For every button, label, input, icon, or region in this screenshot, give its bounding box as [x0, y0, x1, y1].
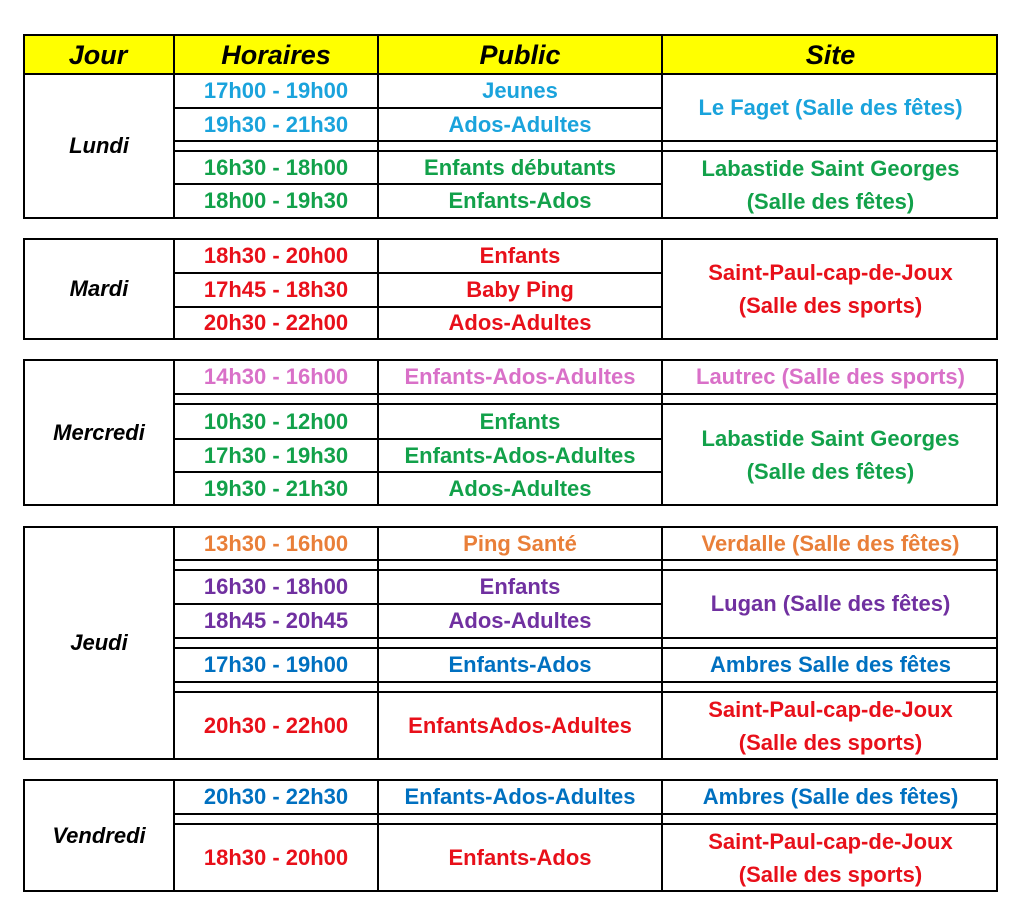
time-cell: 17h30 - 19h30	[203, 442, 349, 468]
header-horaires: Horaires	[221, 39, 331, 70]
time-cell: 18h30 - 20h00	[203, 844, 349, 870]
time-cell: 13h30 - 16h00	[203, 530, 349, 556]
site-cell	[663, 75, 998, 140]
time-cell: 20h30 - 22h00	[203, 310, 349, 335]
time-cell: 10h30 - 12h00	[203, 408, 349, 434]
header-public: Public	[479, 39, 561, 70]
day-label-vendredi: Vendredi	[52, 822, 146, 848]
group-divider	[173, 637, 998, 639]
group-divider	[173, 681, 998, 683]
public-cell: Ados-Adultes	[448, 475, 592, 501]
time-cell: 20h30 - 22h00	[203, 712, 349, 738]
site-name: Saint-Paul-cap-de-Joux	[708, 828, 953, 854]
site-name: Le Faget (Salle des fêtes)	[698, 95, 963, 120]
site-name: Saint-Paul-cap-de-Joux	[708, 260, 953, 285]
public-cell: Enfants	[479, 408, 561, 434]
site-name: Saint-Paul-cap-de-Joux	[708, 696, 953, 722]
day-label-mercredi: Mercredi	[53, 419, 145, 445]
public-cell: Baby Ping	[466, 277, 574, 302]
public-cell: Ados-Adultes	[448, 608, 592, 633]
time-cell: 17h30 - 19h00	[203, 652, 349, 677]
public-cell: Enfants débutants	[424, 154, 616, 180]
site-subtitle: (Salle des sports)	[738, 729, 923, 755]
time-cell: 17h00 - 19h00	[203, 78, 349, 103]
public-cell: Enfants-Ados-Adultes	[404, 784, 636, 809]
day-label-mardi: Mardi	[69, 276, 129, 301]
time-cell: 14h30 - 16h00	[203, 364, 349, 389]
day-label-jeudi: Jeudi	[70, 630, 128, 655]
time-cell: 18h45 - 20h45	[203, 608, 349, 633]
time-cell: 20h30 - 22h30	[203, 784, 349, 809]
site-cell: Lautrec (Salle des sports)	[696, 364, 965, 389]
site-subtitle: (Salle des sports)	[738, 861, 923, 887]
site-cell	[663, 405, 998, 504]
site-subtitle: (Salle des fêtes)	[746, 188, 915, 214]
public-cell: Ados-Adultes	[448, 310, 592, 335]
public-cell: Enfants-Ados	[448, 844, 592, 870]
public-cell: Jeunes	[482, 78, 558, 103]
site-cell	[663, 240, 998, 338]
site-cell	[663, 825, 998, 890]
time-cell: 16h30 - 18h00	[203, 574, 349, 599]
header-jour: Jour	[68, 39, 128, 70]
time-cell: 16h30 - 18h00	[203, 154, 349, 180]
site-cell: Ambres Salle des fêtes	[710, 652, 951, 677]
public-cell: Ados-Adultes	[448, 111, 592, 137]
time-cell: 19h30 - 21h30	[203, 475, 349, 501]
public-cell: Ping Santé	[463, 530, 577, 556]
public-cell: Enfants-Ados-Adultes	[404, 364, 636, 389]
header-site: Site	[805, 39, 856, 70]
public-cell: Enfants	[479, 574, 561, 599]
site-subtitle: (Salle des sports)	[738, 293, 923, 318]
site-cell: Verdalle (Salle des fêtes)	[701, 530, 960, 556]
group-divider	[173, 813, 998, 815]
site-cell	[663, 152, 998, 217]
site-name: Labastide Saint Georges	[701, 425, 960, 451]
public-cell: Enfants	[479, 243, 561, 268]
public-cell: Enfants-Ados-Adultes	[404, 442, 636, 468]
site-cell: Ambres (Salle des fêtes)	[702, 784, 959, 809]
time-cell: 18h30 - 20h00	[203, 243, 349, 268]
public-cell: EnfantsAdos-Adultes	[408, 712, 632, 738]
site-name: Labastide Saint Georges	[701, 155, 960, 181]
site-cell: Lugan (Salle des fêtes)	[710, 591, 951, 616]
public-cell: Enfants-Ados	[448, 652, 592, 677]
site-cell	[663, 693, 998, 758]
time-cell: 18h00 - 19h30	[203, 188, 349, 213]
group-divider	[173, 393, 998, 395]
time-cell: 19h30 - 21h30	[203, 111, 349, 137]
site-subtitle: (Salle des fêtes)	[746, 458, 915, 484]
public-cell: Enfants-Ados	[448, 188, 592, 213]
time-cell: 17h45 - 18h30	[203, 277, 349, 302]
day-label-lundi: Lundi	[69, 133, 129, 158]
